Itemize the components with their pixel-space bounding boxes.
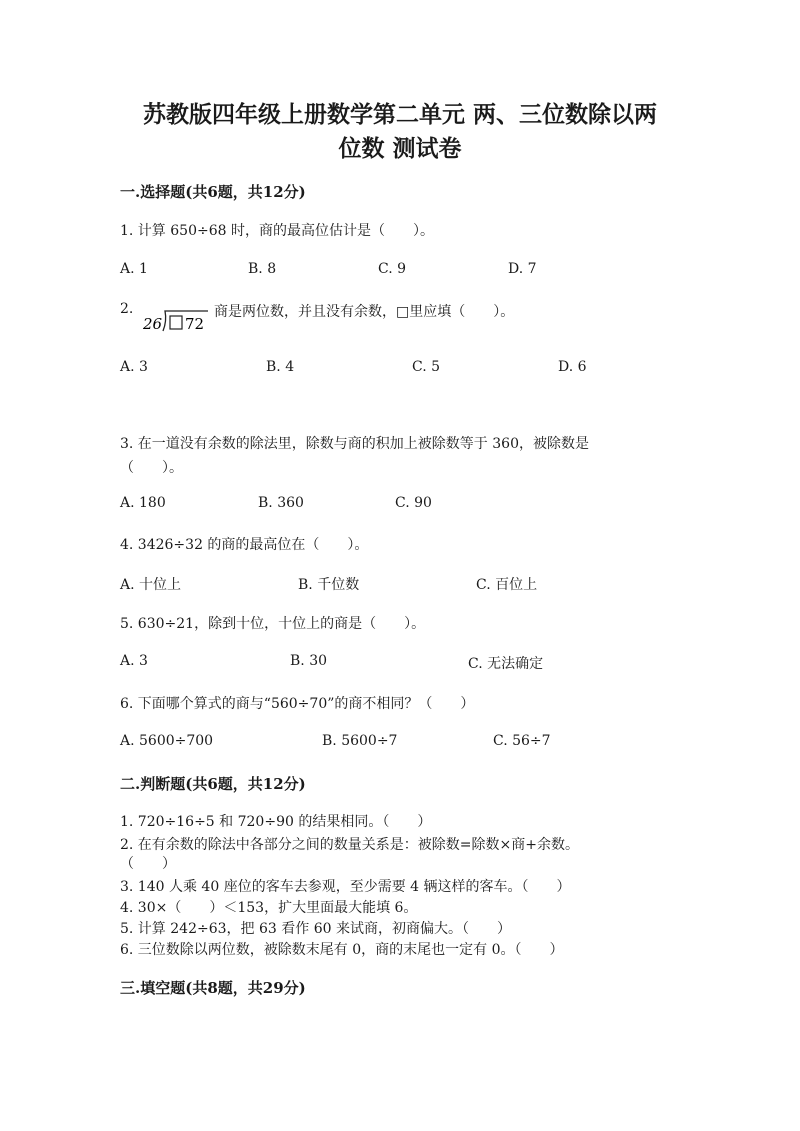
question-2-option-a: A. 3 [120,359,148,375]
question-2-option-d: D. 6 [558,359,587,375]
blank-box-icon [170,316,182,329]
judge-item-2-blank: （ ） [120,856,176,872]
question-4-option-b: B. 千位数 [298,577,360,593]
question-2-number: 2. [120,301,134,317]
question-3-option-c: C. 90 [395,495,432,511]
division-dividend-tail: 72 [185,315,205,333]
question-1-option-b: B. 8 [248,261,277,277]
judge-item-2: 2. 在有余数的除法中各部分之间的数量关系是：被除数=除数×商+余数。 [120,837,579,853]
judge-item-3: 3. 140 人乘 40 座位的客车去参观，至少需要 4 辆这样的客车。（ ） [120,879,571,895]
question-5-stem: 5. 630÷21，除到十位，十位上的商是（ ）。 [120,616,426,632]
page-title-line-1: 苏教版四年级上册数学第二单元 两、三位数除以两 [142,101,657,128]
question-2-option-b: B. 4 [266,359,295,375]
question-6-stem: 6. 下面哪个算式的商与“560÷70”的商不相同？（ ） [120,696,475,712]
judge-item-1: 1. 720÷16÷5 和 720÷90 的结果相同。（ ） [120,814,432,830]
question-6-option-c: C. 56÷7 [493,733,551,749]
question-2-option-c: C. 5 [412,359,441,375]
question-2-stem: 商是两位数，并且没有余数，□里应填（ ）。 [214,304,515,320]
question-1-stem: 1. 计算 650÷68 时，商的最高位估计是（ ）。 [120,223,434,239]
question-4-option-c: C. 百位上 [476,577,538,593]
question-3-stem-line-2: （ ）。 [120,460,183,476]
question-1-option-a: A. 1 [120,261,148,277]
question-6-option-a: A. 5600÷700 [120,733,214,749]
question-3-option-b: B. 360 [258,495,304,511]
question-4-option-a: A. 十位上 [120,577,182,593]
question-6-option-b: B. 5600÷7 [322,733,398,749]
section-fill-heading: 三.填空题(共8题，共29分) [120,979,306,997]
judge-item-6: 6. 三位数除以两位数，被除数末尾有 0，商的末尾也一定有 0。（ ） [120,942,564,958]
section-judge-heading: 二.判断题(共6题，共12分) [120,775,306,793]
question-5-option-b: B. 30 [290,653,328,669]
question-1-option-c: C. 9 [378,261,407,277]
page-title-line-2: 位数 测试卷 [338,135,462,162]
long-division-figure [140,305,210,335]
judge-item-4: 4. 30×（ ）＜153，扩大里面最大能填 6。 [120,900,418,916]
section-choice-heading: 一.选择题(共6题，共12分) [120,183,306,201]
question-5-option-c: C. 无法确定 [468,656,544,672]
judge-item-5: 5. 计算 242÷63，把 63 看作 60 来试商，初商偏大。（ ） [120,921,511,937]
question-3-stem-line-1: 3. 在一道没有余数的除法里，除数与商的积加上被除数等于 360，被除数是 [120,436,589,452]
question-4-stem: 4. 3426÷32 的商的最高位在（ ）。 [120,537,369,553]
question-1-option-d: D. 7 [508,261,537,277]
question-5-option-a: A. 3 [120,653,148,669]
division-divisor: 26 [143,315,163,333]
question-3-option-a: A. 180 [120,495,166,511]
